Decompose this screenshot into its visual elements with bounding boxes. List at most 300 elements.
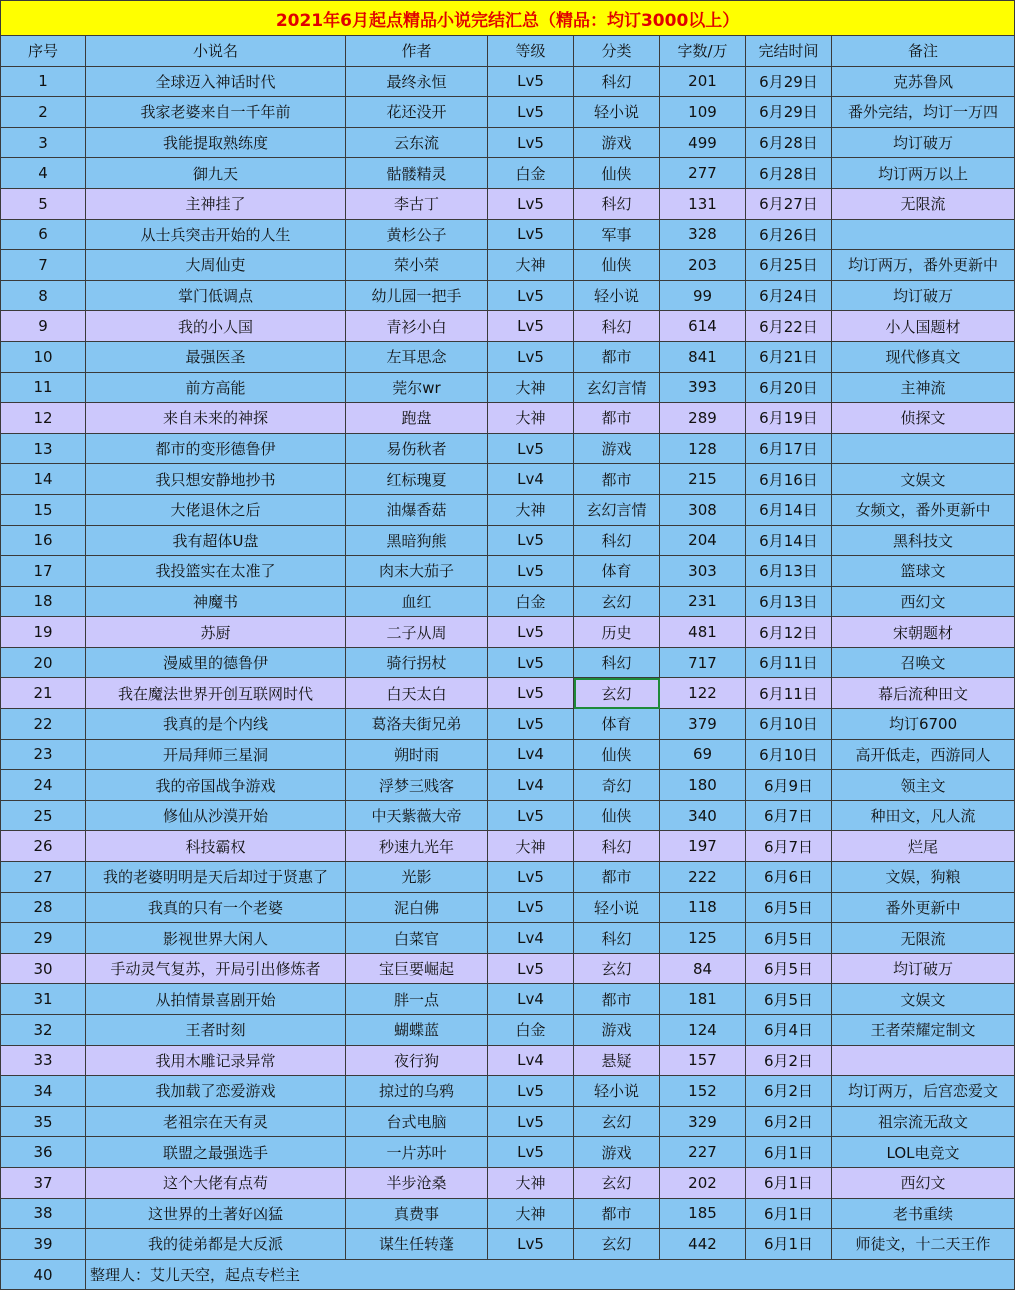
remarks-cell[interactable] bbox=[832, 219, 1015, 250]
word-count-cell[interactable]: 340 bbox=[660, 800, 746, 831]
level-cell[interactable]: Lv5 bbox=[488, 341, 574, 372]
word-count-cell[interactable]: 303 bbox=[660, 556, 746, 587]
level-cell[interactable]: Lv4 bbox=[488, 464, 574, 495]
word-count-cell[interactable]: 157 bbox=[660, 1045, 746, 1076]
word-count-cell[interactable]: 125 bbox=[660, 923, 746, 954]
title-cell[interactable]: 这个大佬有点苟 bbox=[86, 1167, 346, 1198]
level-cell[interactable]: Lv5 bbox=[488, 188, 574, 219]
title-cell[interactable]: 我的帝国战争游戏 bbox=[86, 770, 346, 801]
level-cell[interactable]: 大神 bbox=[488, 403, 574, 434]
index-cell[interactable]: 6 bbox=[1, 219, 86, 250]
finish-date-cell[interactable]: 6月29日 bbox=[746, 97, 832, 128]
word-count-cell[interactable]: 231 bbox=[660, 586, 746, 617]
author-cell[interactable]: 台式电脑 bbox=[346, 1106, 488, 1137]
category-cell[interactable]: 科幻 bbox=[574, 311, 660, 342]
category-cell[interactable]: 都市 bbox=[574, 341, 660, 372]
category-cell[interactable]: 都市 bbox=[574, 464, 660, 495]
index-cell[interactable]: 40 bbox=[1, 1259, 86, 1290]
title-cell[interactable]: 王者时刻 bbox=[86, 1015, 346, 1046]
remarks-cell[interactable]: 均订破万 bbox=[832, 953, 1015, 984]
finish-date-cell[interactable]: 6月2日 bbox=[746, 1076, 832, 1107]
author-cell[interactable]: 朔时雨 bbox=[346, 739, 488, 770]
level-cell[interactable]: Lv5 bbox=[488, 66, 574, 97]
index-cell[interactable]: 1 bbox=[1, 66, 86, 97]
author-cell[interactable]: 青衫小白 bbox=[346, 311, 488, 342]
author-cell[interactable]: 莞尔wr bbox=[346, 372, 488, 403]
category-cell[interactable]: 历史 bbox=[574, 617, 660, 648]
word-count-cell[interactable]: 69 bbox=[660, 739, 746, 770]
level-cell[interactable]: Lv5 bbox=[488, 97, 574, 128]
word-count-cell[interactable]: 227 bbox=[660, 1137, 746, 1168]
finish-date-cell[interactable]: 6月13日 bbox=[746, 556, 832, 587]
category-cell[interactable]: 悬疑 bbox=[574, 1045, 660, 1076]
level-cell[interactable]: 大神 bbox=[488, 494, 574, 525]
category-cell[interactable]: 都市 bbox=[574, 984, 660, 1015]
header-cell-author[interactable]: 作者 bbox=[346, 36, 488, 67]
index-cell[interactable]: 14 bbox=[1, 464, 86, 495]
remarks-cell[interactable]: 师徒文，十二天王作 bbox=[832, 1229, 1015, 1260]
level-cell[interactable]: Lv5 bbox=[488, 862, 574, 893]
level-cell[interactable]: Lv5 bbox=[488, 556, 574, 587]
author-cell[interactable]: 黄杉公子 bbox=[346, 219, 488, 250]
category-cell[interactable]: 玄幻 bbox=[574, 1229, 660, 1260]
title-cell[interactable]: 我用木雕记录异常 bbox=[86, 1045, 346, 1076]
finish-date-cell[interactable]: 6月12日 bbox=[746, 617, 832, 648]
remarks-cell[interactable]: 领主文 bbox=[832, 770, 1015, 801]
finish-date-cell[interactable]: 6月20日 bbox=[746, 372, 832, 403]
word-count-cell[interactable]: 499 bbox=[660, 127, 746, 158]
title-cell[interactable]: 开局拜师三星洞 bbox=[86, 739, 346, 770]
title-cell[interactable]: 苏厨 bbox=[86, 617, 346, 648]
category-cell[interactable]: 体育 bbox=[574, 709, 660, 740]
category-cell[interactable]: 奇幻 bbox=[574, 770, 660, 801]
finish-date-cell[interactable]: 6月1日 bbox=[746, 1229, 832, 1260]
finish-date-cell[interactable]: 6月1日 bbox=[746, 1167, 832, 1198]
index-cell[interactable]: 20 bbox=[1, 647, 86, 678]
index-cell[interactable]: 7 bbox=[1, 250, 86, 281]
index-cell[interactable]: 5 bbox=[1, 188, 86, 219]
category-cell[interactable]: 仙侠 bbox=[574, 158, 660, 189]
word-count-cell[interactable]: 203 bbox=[660, 250, 746, 281]
index-cell[interactable]: 33 bbox=[1, 1045, 86, 1076]
index-cell[interactable]: 23 bbox=[1, 739, 86, 770]
finish-date-cell[interactable]: 6月5日 bbox=[746, 923, 832, 954]
word-count-cell[interactable]: 185 bbox=[660, 1198, 746, 1229]
title-cell[interactable]: 我的小人国 bbox=[86, 311, 346, 342]
title-cell[interactable]: 大佬退休之后 bbox=[86, 494, 346, 525]
author-cell[interactable]: 光影 bbox=[346, 862, 488, 893]
level-cell[interactable]: Lv5 bbox=[488, 678, 574, 709]
level-cell[interactable]: Lv5 bbox=[488, 433, 574, 464]
level-cell[interactable]: Lv5 bbox=[488, 127, 574, 158]
level-cell[interactable]: Lv5 bbox=[488, 1106, 574, 1137]
category-cell[interactable]: 玄幻言情 bbox=[574, 372, 660, 403]
level-cell[interactable]: Lv4 bbox=[488, 770, 574, 801]
index-cell[interactable]: 19 bbox=[1, 617, 86, 648]
category-cell[interactable]: 科幻 bbox=[574, 188, 660, 219]
word-count-cell[interactable]: 393 bbox=[660, 372, 746, 403]
category-cell[interactable]: 游戏 bbox=[574, 1015, 660, 1046]
word-count-cell[interactable]: 204 bbox=[660, 525, 746, 556]
index-cell[interactable]: 34 bbox=[1, 1076, 86, 1107]
finish-date-cell[interactable]: 6月11日 bbox=[746, 678, 832, 709]
title-cell[interactable]: 我家老婆来自一千年前 bbox=[86, 97, 346, 128]
word-count-cell[interactable]: 215 bbox=[660, 464, 746, 495]
author-cell[interactable]: 胖一点 bbox=[346, 984, 488, 1015]
title-cell[interactable]: 主神挂了 bbox=[86, 188, 346, 219]
remarks-cell[interactable]: 均订破万 bbox=[832, 127, 1015, 158]
word-count-cell[interactable]: 99 bbox=[660, 280, 746, 311]
level-cell[interactable]: Lv4 bbox=[488, 923, 574, 954]
index-cell[interactable]: 29 bbox=[1, 923, 86, 954]
index-cell[interactable]: 18 bbox=[1, 586, 86, 617]
category-cell[interactable]: 科幻 bbox=[574, 647, 660, 678]
index-cell[interactable]: 16 bbox=[1, 525, 86, 556]
index-cell[interactable]: 3 bbox=[1, 127, 86, 158]
title-cell[interactable]: 从拍情景喜剧开始 bbox=[86, 984, 346, 1015]
author-cell[interactable]: 二子从周 bbox=[346, 617, 488, 648]
author-cell[interactable]: 半步沧桑 bbox=[346, 1167, 488, 1198]
author-cell[interactable]: 中天紫薇大帝 bbox=[346, 800, 488, 831]
remarks-cell[interactable]: 现代修真文 bbox=[832, 341, 1015, 372]
remarks-cell[interactable]: 侦探文 bbox=[832, 403, 1015, 434]
finish-date-cell[interactable]: 6月1日 bbox=[746, 1137, 832, 1168]
remarks-cell[interactable]: 克苏鲁风 bbox=[832, 66, 1015, 97]
title-cell[interactable]: 我投篮实在太准了 bbox=[86, 556, 346, 587]
title-cell[interactable]: 前方高能 bbox=[86, 372, 346, 403]
word-count-cell[interactable]: 201 bbox=[660, 66, 746, 97]
remarks-cell[interactable]: 均订两万以上 bbox=[832, 158, 1015, 189]
index-cell[interactable]: 39 bbox=[1, 1229, 86, 1260]
remarks-cell[interactable]: 均订两万，番外更新中 bbox=[832, 250, 1015, 281]
word-count-cell[interactable]: 84 bbox=[660, 953, 746, 984]
category-cell[interactable]: 玄幻 bbox=[574, 953, 660, 984]
word-count-cell[interactable]: 328 bbox=[660, 219, 746, 250]
finish-date-cell[interactable]: 6月14日 bbox=[746, 494, 832, 525]
category-cell[interactable]: 科幻 bbox=[574, 66, 660, 97]
title-cell[interactable]: 我有超体U盘 bbox=[86, 525, 346, 556]
level-cell[interactable]: 白金 bbox=[488, 586, 574, 617]
category-cell[interactable]: 游戏 bbox=[574, 433, 660, 464]
level-cell[interactable]: 大神 bbox=[488, 1167, 574, 1198]
title-cell[interactable]: 我加载了恋爱游戏 bbox=[86, 1076, 346, 1107]
category-cell[interactable]: 科幻 bbox=[574, 525, 660, 556]
index-cell[interactable]: 11 bbox=[1, 372, 86, 403]
author-cell[interactable]: 肉末大茄子 bbox=[346, 556, 488, 587]
level-cell[interactable]: Lv5 bbox=[488, 953, 574, 984]
category-cell[interactable]: 轻小说 bbox=[574, 97, 660, 128]
title-cell[interactable]: 都市的变形德鲁伊 bbox=[86, 433, 346, 464]
remarks-cell[interactable]: 老书重续 bbox=[832, 1198, 1015, 1229]
category-cell[interactable]: 轻小说 bbox=[574, 892, 660, 923]
title-cell[interactable]: 我只想安静地抄书 bbox=[86, 464, 346, 495]
finish-date-cell[interactable]: 6月11日 bbox=[746, 647, 832, 678]
title-cell[interactable]: 神魔书 bbox=[86, 586, 346, 617]
author-cell[interactable]: 骑行拐杖 bbox=[346, 647, 488, 678]
author-cell[interactable]: 谋生任转蓬 bbox=[346, 1229, 488, 1260]
remarks-cell[interactable]: 主神流 bbox=[832, 372, 1015, 403]
title-cell[interactable]: 影视世界大闲人 bbox=[86, 923, 346, 954]
finish-date-cell[interactable]: 6月17日 bbox=[746, 433, 832, 464]
author-cell[interactable]: 白菜官 bbox=[346, 923, 488, 954]
index-cell[interactable]: 15 bbox=[1, 494, 86, 525]
title-cell[interactable]: 科技霸权 bbox=[86, 831, 346, 862]
author-cell[interactable]: 红标瑰夏 bbox=[346, 464, 488, 495]
level-cell[interactable]: Lv4 bbox=[488, 1045, 574, 1076]
word-count-cell[interactable]: 124 bbox=[660, 1015, 746, 1046]
author-cell[interactable]: 一片苏叶 bbox=[346, 1137, 488, 1168]
word-count-cell[interactable]: 308 bbox=[660, 494, 746, 525]
title-cell[interactable]: 我在魔法世界开创互联网时代 bbox=[86, 678, 346, 709]
author-cell[interactable]: 油爆香菇 bbox=[346, 494, 488, 525]
author-cell[interactable]: 白天太白 bbox=[346, 678, 488, 709]
finish-date-cell[interactable]: 6月6日 bbox=[746, 862, 832, 893]
level-cell[interactable]: Lv4 bbox=[488, 984, 574, 1015]
title-cell[interactable]: 来自未来的神探 bbox=[86, 403, 346, 434]
category-cell[interactable]: 体育 bbox=[574, 556, 660, 587]
title-cell[interactable]: 我能提取熟练度 bbox=[86, 127, 346, 158]
level-cell[interactable]: 大神 bbox=[488, 831, 574, 862]
category-cell[interactable]: 玄幻 bbox=[574, 678, 660, 709]
finish-date-cell[interactable]: 6月21日 bbox=[746, 341, 832, 372]
level-cell[interactable]: Lv5 bbox=[488, 892, 574, 923]
remarks-cell[interactable]: 小人国题材 bbox=[832, 311, 1015, 342]
title-cell[interactable]: 联盟之最强选手 bbox=[86, 1137, 346, 1168]
finish-date-cell[interactable]: 6月24日 bbox=[746, 280, 832, 311]
header-cell-remarks[interactable]: 备注 bbox=[832, 36, 1015, 67]
index-cell[interactable]: 21 bbox=[1, 678, 86, 709]
remarks-cell[interactable]: 幕后流种田文 bbox=[832, 678, 1015, 709]
header-cell-finish-date[interactable]: 完结时间 bbox=[746, 36, 832, 67]
header-cell-index[interactable]: 序号 bbox=[1, 36, 86, 67]
author-cell[interactable]: 李古丁 bbox=[346, 188, 488, 219]
header-cell-word-count[interactable]: 字数/万 bbox=[660, 36, 746, 67]
author-cell[interactable]: 夜行狗 bbox=[346, 1045, 488, 1076]
category-cell[interactable]: 都市 bbox=[574, 1198, 660, 1229]
word-count-cell[interactable]: 379 bbox=[660, 709, 746, 740]
author-cell[interactable]: 血红 bbox=[346, 586, 488, 617]
remarks-cell[interactable]: 女频文，番外更新中 bbox=[832, 494, 1015, 525]
remarks-cell[interactable]: 无限流 bbox=[832, 188, 1015, 219]
author-cell[interactable]: 宝巨要崛起 bbox=[346, 953, 488, 984]
category-cell[interactable]: 玄幻 bbox=[574, 1106, 660, 1137]
title-cell[interactable]: 手动灵气复苏，开局引出修炼者 bbox=[86, 953, 346, 984]
remarks-cell[interactable]: 均订6700 bbox=[832, 709, 1015, 740]
author-cell[interactable]: 秒速九光年 bbox=[346, 831, 488, 862]
index-cell[interactable]: 28 bbox=[1, 892, 86, 923]
sheet-title[interactable]: 2021年6月起点精品小说完结汇总（精品：均订3000以上） bbox=[1, 1, 1015, 36]
index-cell[interactable]: 30 bbox=[1, 953, 86, 984]
remarks-cell[interactable] bbox=[832, 1045, 1015, 1076]
level-cell[interactable]: Lv5 bbox=[488, 1137, 574, 1168]
level-cell[interactable]: Lv5 bbox=[488, 311, 574, 342]
word-count-cell[interactable]: 614 bbox=[660, 311, 746, 342]
title-cell[interactable]: 老祖宗在天有灵 bbox=[86, 1106, 346, 1137]
title-cell[interactable]: 我真的是个内线 bbox=[86, 709, 346, 740]
remarks-cell[interactable]: 高开低走，西游同人 bbox=[832, 739, 1015, 770]
word-count-cell[interactable]: 222 bbox=[660, 862, 746, 893]
finish-date-cell[interactable]: 6月14日 bbox=[746, 525, 832, 556]
word-count-cell[interactable]: 152 bbox=[660, 1076, 746, 1107]
remarks-cell[interactable]: 烂尾 bbox=[832, 831, 1015, 862]
remarks-cell[interactable]: LOL电竞文 bbox=[832, 1137, 1015, 1168]
index-cell[interactable]: 2 bbox=[1, 97, 86, 128]
remarks-cell[interactable]: 文娱，狗粮 bbox=[832, 862, 1015, 893]
word-count-cell[interactable]: 442 bbox=[660, 1229, 746, 1260]
category-cell[interactable]: 游戏 bbox=[574, 127, 660, 158]
finish-date-cell[interactable]: 6月29日 bbox=[746, 66, 832, 97]
remarks-cell[interactable]: 黑科技文 bbox=[832, 525, 1015, 556]
finish-date-cell[interactable]: 6月26日 bbox=[746, 219, 832, 250]
remarks-cell[interactable]: 番外完结，均订一万四 bbox=[832, 97, 1015, 128]
title-cell[interactable]: 最强医圣 bbox=[86, 341, 346, 372]
index-cell[interactable]: 12 bbox=[1, 403, 86, 434]
index-cell[interactable]: 4 bbox=[1, 158, 86, 189]
index-cell[interactable]: 31 bbox=[1, 984, 86, 1015]
category-cell[interactable]: 仙侠 bbox=[574, 800, 660, 831]
finish-date-cell[interactable]: 6月27日 bbox=[746, 188, 832, 219]
finish-date-cell[interactable]: 6月28日 bbox=[746, 127, 832, 158]
word-count-cell[interactable]: 197 bbox=[660, 831, 746, 862]
index-cell[interactable]: 36 bbox=[1, 1137, 86, 1168]
remarks-cell[interactable]: 篮球文 bbox=[832, 556, 1015, 587]
category-cell[interactable]: 仙侠 bbox=[574, 250, 660, 281]
index-cell[interactable]: 32 bbox=[1, 1015, 86, 1046]
remarks-cell[interactable]: 均订破万 bbox=[832, 280, 1015, 311]
index-cell[interactable]: 35 bbox=[1, 1106, 86, 1137]
category-cell[interactable]: 科幻 bbox=[574, 831, 660, 862]
word-count-cell[interactable]: 841 bbox=[660, 341, 746, 372]
author-cell[interactable]: 荣小荣 bbox=[346, 250, 488, 281]
word-count-cell[interactable]: 128 bbox=[660, 433, 746, 464]
author-cell[interactable]: 左耳思念 bbox=[346, 341, 488, 372]
finish-date-cell[interactable]: 6月19日 bbox=[746, 403, 832, 434]
title-cell[interactable]: 从士兵突击开始的人生 bbox=[86, 219, 346, 250]
remarks-cell[interactable]: 文娱文 bbox=[832, 984, 1015, 1015]
author-cell[interactable]: 跑盘 bbox=[346, 403, 488, 434]
finish-date-cell[interactable]: 6月10日 bbox=[746, 739, 832, 770]
word-count-cell[interactable]: 181 bbox=[660, 984, 746, 1015]
author-cell[interactable]: 最终永恒 bbox=[346, 66, 488, 97]
category-cell[interactable]: 都市 bbox=[574, 862, 660, 893]
remarks-cell[interactable]: 祖宗流无敌文 bbox=[832, 1106, 1015, 1137]
category-cell[interactable]: 轻小说 bbox=[574, 1076, 660, 1107]
author-cell[interactable]: 黑暗狗熊 bbox=[346, 525, 488, 556]
author-cell[interactable]: 掠过的乌鸦 bbox=[346, 1076, 488, 1107]
level-cell[interactable]: 大神 bbox=[488, 250, 574, 281]
author-cell[interactable]: 易伤秋者 bbox=[346, 433, 488, 464]
index-cell[interactable]: 38 bbox=[1, 1198, 86, 1229]
remarks-cell[interactable]: 番外更新中 bbox=[832, 892, 1015, 923]
category-cell[interactable]: 玄幻 bbox=[574, 1167, 660, 1198]
level-cell[interactable]: Lv5 bbox=[488, 1229, 574, 1260]
level-cell[interactable]: Lv5 bbox=[488, 1076, 574, 1107]
level-cell[interactable]: Lv5 bbox=[488, 709, 574, 740]
index-cell[interactable]: 27 bbox=[1, 862, 86, 893]
title-cell[interactable]: 我真的只有一个老婆 bbox=[86, 892, 346, 923]
category-cell[interactable]: 玄幻 bbox=[574, 586, 660, 617]
author-cell[interactable]: 浮梦三贱客 bbox=[346, 770, 488, 801]
remarks-cell[interactable]: 王者荣耀定制文 bbox=[832, 1015, 1015, 1046]
remarks-cell[interactable]: 均订两万，后宫恋爱文 bbox=[832, 1076, 1015, 1107]
word-count-cell[interactable]: 289 bbox=[660, 403, 746, 434]
level-cell[interactable]: Lv5 bbox=[488, 525, 574, 556]
author-cell[interactable]: 葛洛夫街兄弟 bbox=[346, 709, 488, 740]
word-count-cell[interactable]: 131 bbox=[660, 188, 746, 219]
title-cell[interactable]: 全球迈入神话时代 bbox=[86, 66, 346, 97]
category-cell[interactable]: 玄幻言情 bbox=[574, 494, 660, 525]
remarks-cell[interactable]: 无限流 bbox=[832, 923, 1015, 954]
finish-date-cell[interactable]: 6月16日 bbox=[746, 464, 832, 495]
remarks-cell[interactable]: 宋朝题材 bbox=[832, 617, 1015, 648]
finish-date-cell[interactable]: 6月7日 bbox=[746, 831, 832, 862]
title-cell[interactable]: 我的老婆明明是天后却过于贤惠了 bbox=[86, 862, 346, 893]
word-count-cell[interactable]: 717 bbox=[660, 647, 746, 678]
remarks-cell[interactable]: 召唤文 bbox=[832, 647, 1015, 678]
index-cell[interactable]: 26 bbox=[1, 831, 86, 862]
index-cell[interactable]: 25 bbox=[1, 800, 86, 831]
category-cell[interactable]: 军事 bbox=[574, 219, 660, 250]
header-cell-category[interactable]: 分类 bbox=[574, 36, 660, 67]
word-count-cell[interactable]: 118 bbox=[660, 892, 746, 923]
word-count-cell[interactable]: 122 bbox=[660, 678, 746, 709]
category-cell[interactable]: 仙侠 bbox=[574, 739, 660, 770]
word-count-cell[interactable]: 202 bbox=[660, 1167, 746, 1198]
remarks-cell[interactable] bbox=[832, 433, 1015, 464]
remarks-cell[interactable]: 种田文，凡人流 bbox=[832, 800, 1015, 831]
header-cell-level[interactable]: 等级 bbox=[488, 36, 574, 67]
finish-date-cell[interactable]: 6月5日 bbox=[746, 953, 832, 984]
author-cell[interactable]: 云东流 bbox=[346, 127, 488, 158]
author-cell[interactable]: 骷髅精灵 bbox=[346, 158, 488, 189]
level-cell[interactable]: Lv5 bbox=[488, 800, 574, 831]
title-cell[interactable]: 这世界的土著好凶猛 bbox=[86, 1198, 346, 1229]
finish-date-cell[interactable]: 6月10日 bbox=[746, 709, 832, 740]
word-count-cell[interactable]: 481 bbox=[660, 617, 746, 648]
author-cell[interactable]: 幼儿园一把手 bbox=[346, 280, 488, 311]
finish-date-cell[interactable]: 6月28日 bbox=[746, 158, 832, 189]
level-cell[interactable]: 白金 bbox=[488, 158, 574, 189]
remarks-cell[interactable]: 西幻文 bbox=[832, 1167, 1015, 1198]
word-count-cell[interactable]: 277 bbox=[660, 158, 746, 189]
author-cell[interactable]: 泥白佛 bbox=[346, 892, 488, 923]
author-cell[interactable]: 蝴蝶蓝 bbox=[346, 1015, 488, 1046]
author-cell[interactable]: 真费事 bbox=[346, 1198, 488, 1229]
remarks-cell[interactable]: 西幻文 bbox=[832, 586, 1015, 617]
finish-date-cell[interactable]: 6月9日 bbox=[746, 770, 832, 801]
index-cell[interactable]: 37 bbox=[1, 1167, 86, 1198]
finish-date-cell[interactable]: 6月22日 bbox=[746, 311, 832, 342]
finish-date-cell[interactable]: 6月4日 bbox=[746, 1015, 832, 1046]
index-cell[interactable]: 13 bbox=[1, 433, 86, 464]
finish-date-cell[interactable]: 6月1日 bbox=[746, 1198, 832, 1229]
index-cell[interactable]: 24 bbox=[1, 770, 86, 801]
title-cell[interactable]: 御九天 bbox=[86, 158, 346, 189]
finish-date-cell[interactable]: 6月13日 bbox=[746, 586, 832, 617]
finish-date-cell[interactable]: 6月5日 bbox=[746, 984, 832, 1015]
level-cell[interactable]: Lv5 bbox=[488, 219, 574, 250]
title-cell[interactable]: 漫威里的德鲁伊 bbox=[86, 647, 346, 678]
category-cell[interactable]: 轻小说 bbox=[574, 280, 660, 311]
level-cell[interactable]: 大神 bbox=[488, 372, 574, 403]
index-cell[interactable]: 22 bbox=[1, 709, 86, 740]
title-cell[interactable]: 修仙从沙漠开始 bbox=[86, 800, 346, 831]
level-cell[interactable]: 大神 bbox=[488, 1198, 574, 1229]
level-cell[interactable]: Lv5 bbox=[488, 280, 574, 311]
category-cell[interactable]: 游戏 bbox=[574, 1137, 660, 1168]
remarks-cell[interactable]: 文娱文 bbox=[832, 464, 1015, 495]
category-cell[interactable]: 都市 bbox=[574, 403, 660, 434]
